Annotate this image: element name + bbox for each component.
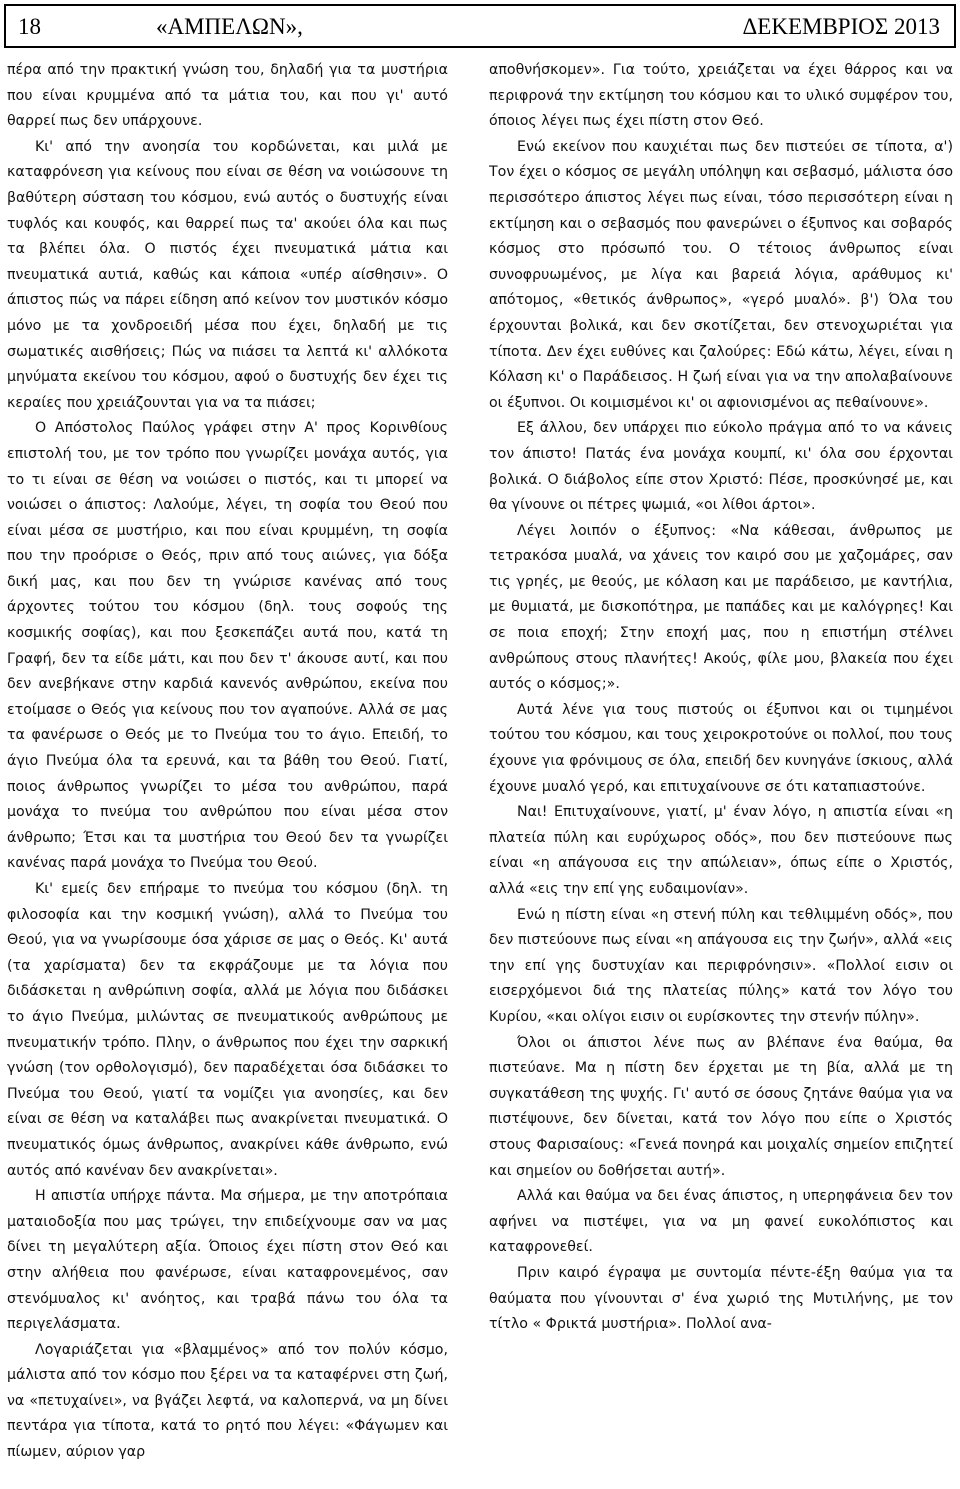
paragraph: Κι' από την ανοησία του κορδώνεται, και μιλά με καταφρόνεση για κείνους που είναι σε θέση να νοιώσουνε τη βαθύτερη σύσταση του κόσμου, ενώ αυτός ο δυστυχής είναι τυφλός και κουφός, και θαρρεί πως τα' ακούει όλα και πως τα βλέπει όλα. Ο πιστός έχει πνευματικά μάτια και πνευματικά αυτιά, καθώς και κάποια «υπέρ αίσθησιν». Ο άπιστος πώς να πάρει είδηση από κείνον τον μυστικόν κόσμο μόνο με τα χονδροειδή μέσα που έχει, δηλαδή με τις σωματικές αισθήσεις; Πώς να πιάσει τα λεπτά κι' αλλόκοτα μηνύματα εκείνου του κόσμου, αφού ο δυστυχής δεν έχει τις κεραίες που χρειάζουνται για να τα πιάσει; <box>7 138 448 411</box>
paragraph: Ναι! Επιτυχαίνουνε, γιατί, μ' έναν λόγο, η απιστία είναι «η πλατεία πύλη και ευρύχωρος οδός», που δεν πιστεύουνε πως είναι «η απάγουσα εις την απώλειαν», όπως είπε ο Χριστός, αλλά «εις την επί γης ευδαιμονίαν». <box>489 804 953 897</box>
publication-title: «ΑΜΠΕΛΩΝ», <box>156 14 303 39</box>
page-header <box>4 4 956 48</box>
paragraph: Ο Απόστολος Παύλος γράφει στην Α' προς Κορινθίους επιστολή του, με τον τρόπο που γνωρίζει μονάχα αυτός, για το τι είναι σε θέση να νοιώσει ο πιστός, και τι μπορεί να νοιώσει ο άπιστος: Λαλούμε, λέγει, τη σοφία του Θεού που είναι μέσα σε μυστήριο, και που είναι κρυμμένη, τη σοφία που την προόρισε ο Θεός, πριν από τους αιώνες, για δόξα δική μας, και που δεν τη γνώρισε κανένας από τους άρχοντες τούτου του κόσμου (δηλ. τους σοφούς της κοσμικής σοφίας), και που ξεσκεπάζει αυτά που, κατά τη Γραφή, δεν τα είδε μάτι, και που δεν τ' άκουσε αυτί, και που δεν ανεβήκανε στην καρδιά κανενός ανθρώπου, εκείνα που ετοίμασε ο Θεός για κείνους που τον αγαπούνε. Αλλά σε μας τα φανέρωσε ο Θεός με το Πνεύμα του το άγιο. Επειδή, το άγιο Πνεύμα όλα τα ερευνά, και τα βάθη του Θεού. Γιατί, ποιος άνθρωπος γνωρίζει το μέσα του ανθρώπου, παρά μονάχα το πνεύμα του ανθρώπου που είναι μέσα στον άνθρωπο; Έτσι και τα μυστήρια του Θεού δεν τα γνωρίζει κανένας παρά μονάχα το Πνεύμα του Θεού. <box>7 420 448 872</box>
paragraph: Λέγει λοιπόν ο έξυπνος: «Να κάθεσαι, άνθρωπος με τετρακόσα μυαλά, να χάνεις τον καιρό σου με χαζομάρες, σαν τις γρηές, με θεούς, με κόλαση και με παράδεισο, με καντήλια, με θυμιατά, με δισκοπότηρα, με παπάδες και με καλόγρηες! Και σε ποια εποχή; Στην εποχή μας, που η επιστήμη στέλνει ανθρώπους στους πλανήτες! Ακούς, φίλε μου, βλακεία που έχει αυτός ο κόσμος;». <box>489 522 953 693</box>
paragraph: Αυτά λένε για τους πιστούς οι έξυπνοι και οι τιμημένοι τούτου του κόσμου, και τους χειροκροτούνε οι πολλοί, που τους έχουνε για φρόνιμους σε όλα, επειδή δεν κυνηγάνε ίσκιους, αλλά έχουνε μυαλό γερό, και επιτυχαίνουνε σε ότι καταπιαστούνε. <box>489 701 953 795</box>
paragraph: Όλοι οι άπιστοι λένε πως αν βλέπανε ένα θαύμα, θα πιστεύανε. Μα η πίστη δεν έρχεται με τη βία, αλλά με τη συγκατάθεση της ψυχής. Γι' αυτό σε όσους ζητάνε θαύμα για να πιστέψουνε, δεν δίνεται, κατά τον λόγο που είπε ο Χριστός στους Φαρισαίους: «Γενεά πονηρά και μοιχαλίς σημείον επιζητεί και σημείον ου δοθήσεται αυτή». <box>489 1034 953 1179</box>
paragraph: Εξ άλλου, δεν υπάρχει πιο εύκολο πράγμα από το να κάνεις τον άπιστο! Πατάς ένα μονάχα κουμπί, κι' όλα σου έρχονται βολικά. Ο διάβολος είπε στον Χριστό: Πέσε, προσκύνησέ με, και θα γίνουνε οι πέτρες ψωμιά, «οι λίθοι άρτοι». <box>489 420 953 514</box>
paragraph: Ενώ εκείνον που καυχιέται πως δεν πιστεύει σε τίποτα, α') Τον έχει ο κόσμος σε μεγάλη υπόληψη και σεβασμό, μάλιστα όσο περισσότερο άπιστος λέγει πως είναι, τόσο περισσότερη είναι η εκτίμηση και ο σεβασμός που φανερώνει ο έξυπνος και σοβαρός κόσμος στο πρόσωπό του. Ο τέτοιος άνθρωπος είναι συνοφρυωμένος, με λίγα και βαρειά λόγια, αράθυμος κι' απότομος, «θετικός άνθρωπος», «γερό μυαλό». β') Όλα του έρχουνται βολικά, και δεν σκοτίζεται, δεν στενοχωριέται για τίποτα. Δεν έχει ευθύνες και ζαλούρες: Εδώ κάτω, λέγει, είναι η Κόλαση κι' ο Παράδεισος. Η ζωή είναι για να την απολαβαίνουνε οι έξυπνοι. Οι κοιμισμένοι κι' οι αφιονισμένοι ας πεθαίνουνε». <box>489 138 953 411</box>
right-column <box>489 58 953 1483</box>
paragraph: αποθνήσκομεν». Για τούτο, χρειάζεται να έχει θάρρος και να περιφρονά την εκτίμηση του κόσμου και το υλικό συμφέρον του, όποιος λέγει πως έχει πίστη στον Θεό. <box>489 62 953 130</box>
paragraph: Ενώ η πίστη είναι «η στενή πύλη και τεθλιμμένη οδός», που δεν πιστεύουνε πως είναι «η απάγουσα εις την ζωήν», αλλά «εις την επί γης δυστυχίαν και περιφρόνησιν». «Πολλοί εισιν οι εισερχόμενοι διά της πλατείας πύλης» κατά τον λόγο του Κυρίου, «και ολίγοι εισιν οι ευρίσκοντες την στενήν πύλην». <box>489 906 953 1025</box>
left-column <box>7 58 448 1483</box>
paragraph: Πριν καιρό έγραψα με συντομία πέντε-έξη θαύμα για τα θαύματα που γίνουνται σ' ένα χωριό της Μυτιλήνης, με τον τίτλο « Φρικτά μυστήρια». Πολλοί ανα- <box>489 1264 953 1333</box>
issue-date: ΔΕΚΕΜΒΡΙΟΣ 2013 <box>742 14 940 39</box>
paragraph: Κι' εμείς δεν επήραμε το πνεύμα του κόσμου (δηλ. τη φιλοσοφία και την κοσμική γνώση), αλλά το Πνεύμα του Θεού, για να γνωρίσουμε όσα χάρισε σε μας ο Θεός. Κι' αυτά (τα χαρίσματα) δεν τα εκφράζουμε με τα λόγια που διδάσκεται η ανθρώπινη σοφία, αλλά με λόγια που διδάσκει το άγιο Πνεύμα, μιλώντας σε πνευματικούς ανθρώπους με πνευματικήν τρόπο. Πλην, ο άνθρωπος που έχει την σαρκική γνώση (τον ορθολογισμό), δεν παραδέχεται όσα διδάσκει το Πνεύμα του Θεού, γιατί τα νομίζει για ανοησίες, και δεν είναι σε θέση να καταλάβει πως ανακρίνεται πνευματικά. Ο πνευματικός όμως άνθρωπος, ανακρίνει κάθε άνθρωπο, ενώ αυτός από κανέναν δεν ανακρίνεται». <box>7 881 448 1179</box>
paragraph: Αλλά και θαύμα να δει ένας άπιστος, η υπερηφάνεια δεν τον αφήνει να πιστέψει, για να μη φανεί ευκολόπιστος και καταφρονεθεί. <box>489 1188 953 1256</box>
paragraph: πέρα από την πρακτική γνώση του, δηλαδή για τα μυστήρια που είναι κρυμμένα από τα μάτια του, και που γι' αυτό θαρρεί πως δεν υπάρχουνε. <box>7 62 448 130</box>
page-number: 18 <box>18 14 41 39</box>
paragraph: Λογαριάζεται για «βλαμμένος» από τον πολύν κόσμο, μάλιστα από τον κόσμο που ξέρει να τα καταφέρνει στη ζωή, να «πετυχαίνει», να βγάζει λεφτά, να καλοπερνά, να μη δίνει πεντάρα για τίποτα, κατά το ρητό που λέγει: «Φάγωμεν και πίωμεν, αύριον γαρ <box>7 1341 448 1461</box>
paragraph: Η απιστία υπήρχε πάντα. Μα σήμερα, με την αποτρόπαια ματαιοδοξία που μας τρώγει, την επιδείχνουμε σαν να μας δίνει τη μεγαλύτερη αξία. Όποιος έχει πίστη στον Θεό και στην αλήθεια που φανέρωσε, είναι καταφρονεμένος, σαν στενόμυαλος κι' ανόητος, και τραβά πάνω του όλα τα περιγελάσματα. <box>7 1188 448 1333</box>
